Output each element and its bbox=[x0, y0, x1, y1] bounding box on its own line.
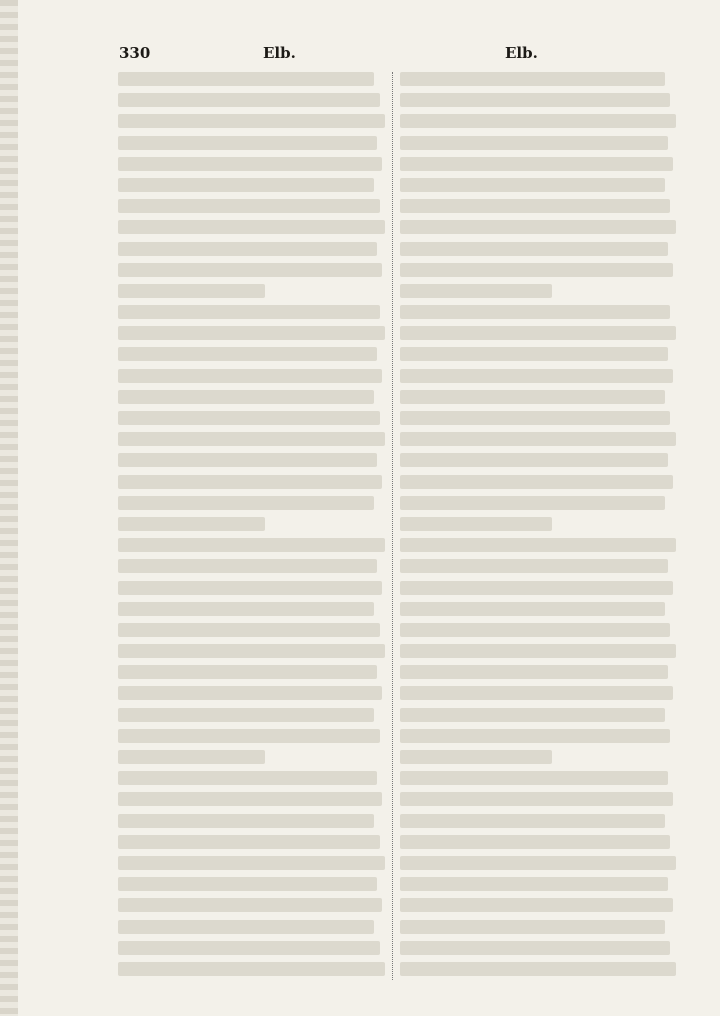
text-line-placeholder bbox=[400, 686, 673, 700]
text-line-placeholder bbox=[400, 602, 665, 616]
text-line-placeholder bbox=[118, 729, 380, 743]
text-line-placeholder bbox=[118, 263, 382, 277]
text-line-placeholder bbox=[118, 792, 382, 806]
text-line-placeholder bbox=[118, 856, 385, 870]
text-line-placeholder bbox=[400, 178, 665, 192]
text-line-placeholder bbox=[400, 517, 552, 531]
running-header-right: Elb. bbox=[505, 44, 538, 62]
text-line-placeholder bbox=[400, 263, 673, 277]
text-line-placeholder bbox=[118, 369, 382, 383]
text-line-placeholder bbox=[400, 475, 673, 489]
text-line-placeholder bbox=[118, 877, 377, 891]
text-line-placeholder bbox=[118, 962, 385, 976]
text-line-placeholder bbox=[118, 220, 385, 234]
text-line-placeholder bbox=[118, 665, 377, 679]
text-line-placeholder bbox=[400, 941, 670, 955]
text-line-placeholder bbox=[118, 136, 377, 150]
page-number: 330 bbox=[119, 44, 151, 62]
text-line-placeholder bbox=[400, 326, 676, 340]
text-line-placeholder bbox=[118, 750, 265, 764]
text-line-placeholder bbox=[118, 178, 374, 192]
text-line-placeholder bbox=[118, 623, 380, 637]
text-line-placeholder bbox=[118, 920, 374, 934]
text-line-placeholder bbox=[400, 411, 670, 425]
text-line-placeholder bbox=[400, 920, 665, 934]
text-column-right bbox=[400, 72, 676, 980]
running-header-left: Elb. bbox=[263, 44, 296, 62]
text-line-placeholder bbox=[118, 326, 385, 340]
text-line-placeholder bbox=[118, 199, 380, 213]
text-line-placeholder bbox=[400, 496, 665, 510]
page-binding-edge bbox=[0, 0, 18, 1016]
text-line-placeholder bbox=[118, 284, 265, 298]
text-line-placeholder bbox=[400, 114, 676, 128]
text-line-placeholder bbox=[118, 411, 380, 425]
text-line-placeholder bbox=[118, 771, 377, 785]
text-line-placeholder bbox=[400, 898, 673, 912]
text-line-placeholder bbox=[400, 432, 676, 446]
text-line-placeholder bbox=[400, 877, 668, 891]
text-line-placeholder bbox=[118, 453, 377, 467]
text-line-placeholder bbox=[118, 538, 385, 552]
text-line-placeholder bbox=[400, 750, 552, 764]
text-line-placeholder bbox=[118, 814, 374, 828]
text-line-placeholder bbox=[400, 729, 670, 743]
text-line-placeholder bbox=[118, 475, 382, 489]
text-line-placeholder bbox=[400, 72, 665, 86]
text-line-placeholder bbox=[400, 665, 668, 679]
text-line-placeholder bbox=[400, 369, 673, 383]
text-line-placeholder bbox=[118, 347, 377, 361]
text-line-placeholder bbox=[400, 538, 676, 552]
text-line-placeholder bbox=[118, 602, 374, 616]
text-line-placeholder bbox=[118, 941, 380, 955]
text-line-placeholder bbox=[118, 496, 374, 510]
text-line-placeholder bbox=[400, 199, 670, 213]
text-line-placeholder bbox=[400, 792, 673, 806]
text-line-placeholder bbox=[400, 581, 673, 595]
text-line-placeholder bbox=[400, 93, 670, 107]
text-line-placeholder bbox=[118, 708, 374, 722]
text-line-placeholder bbox=[400, 390, 665, 404]
text-line-placeholder bbox=[400, 453, 668, 467]
text-line-placeholder bbox=[400, 771, 668, 785]
text-line-placeholder bbox=[400, 305, 670, 319]
text-line-placeholder bbox=[400, 559, 668, 573]
text-line-placeholder bbox=[400, 220, 676, 234]
text-line-placeholder bbox=[400, 814, 665, 828]
text-line-placeholder bbox=[118, 559, 377, 573]
text-line-placeholder bbox=[118, 72, 374, 86]
text-line-placeholder bbox=[400, 623, 670, 637]
text-line-placeholder bbox=[118, 390, 374, 404]
text-line-placeholder bbox=[400, 242, 668, 256]
text-column-left bbox=[118, 72, 385, 980]
text-line-placeholder bbox=[118, 686, 382, 700]
text-line-placeholder bbox=[400, 856, 676, 870]
text-line-placeholder bbox=[118, 581, 382, 595]
text-line-placeholder bbox=[400, 136, 668, 150]
text-line-placeholder bbox=[400, 835, 670, 849]
text-line-placeholder bbox=[400, 644, 676, 658]
text-line-placeholder bbox=[118, 157, 382, 171]
text-line-placeholder bbox=[400, 962, 676, 976]
text-line-placeholder bbox=[400, 284, 552, 298]
column-divider bbox=[392, 72, 393, 980]
text-line-placeholder bbox=[118, 432, 385, 446]
text-line-placeholder bbox=[118, 517, 265, 531]
text-line-placeholder bbox=[400, 347, 668, 361]
text-line-placeholder bbox=[118, 93, 380, 107]
text-line-placeholder bbox=[118, 644, 385, 658]
text-line-placeholder bbox=[118, 835, 380, 849]
text-line-placeholder bbox=[118, 898, 382, 912]
text-line-placeholder bbox=[118, 242, 377, 256]
text-line-placeholder bbox=[400, 708, 665, 722]
text-line-placeholder bbox=[400, 157, 673, 171]
text-line-placeholder bbox=[118, 305, 380, 319]
text-line-placeholder bbox=[118, 114, 385, 128]
